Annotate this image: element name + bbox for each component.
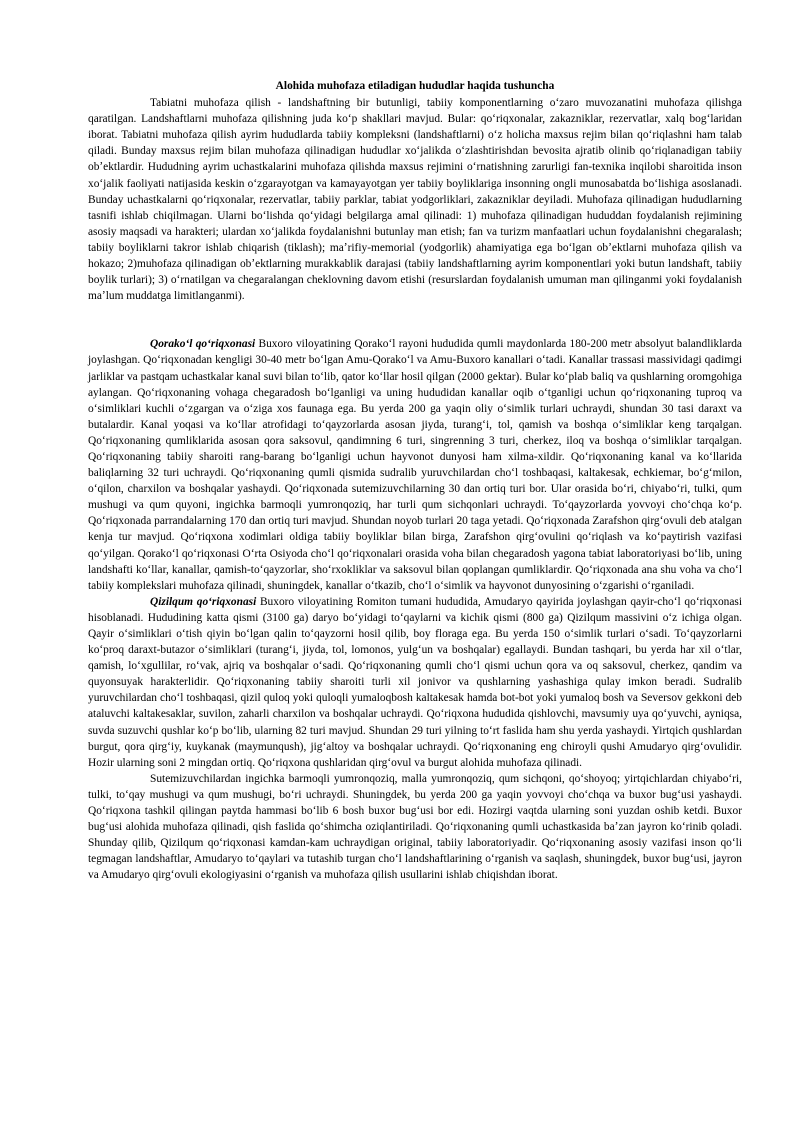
mammals-paragraph: Sutemizuvchilardan ingichka barmoqli yumronqoziq, malla yumronqoziq, qum sichqoni, qoʻshoyoq; yirtqichlardan chiyaboʻri, tulki, toʻqay mushugi va qum mushugi, boʻri uchraydi. Shuningdek, bu yerda 200 ga yaqin yovvoyi choʻchqa va buxor bugʻusi yashaydi. Qoʻriqxona tashkil qilingan paytda hammasi boʻlib 6 bosh buxor bugʻusi bor edi. Hozirgi vaqtda ularning soni yuzdan oshib ketdi. Buxor bugʻusi alohida muhofaza qilinadi, qish faslida qoʻshimcha oziqlantiriladi. Qoʻriqxonaning qumli uchastkasida baʼzan jayron koʻrinib qoladi. Shunday qilib, Qizilqum qoʻriqxonasi kamdan-kam uchraydigan original, tabiiy laboratoriyadir. Qoʻriqxonaning asosiy vazifasi inson qoʻli tegmagan landshaftlar, Amudaryo toʻqaylari va tutashib turgan choʻl landshaftlarining oʻrganish va saqlash, shuningdek, buxor bugʻusi, jayron va Amudaryo qirgʻovuli ekologiyasini oʻrganish va muhofaza qilish usullarini ishlab chiqishdan iborat. xyxy=(88,772,742,882)
qorakol-reserve-name: Qorakoʻl qoʻriqxonasi xyxy=(150,338,256,351)
qorakol-reserve-text: Buxoro viloyatining Qorakoʻl rayoni hududida qumli maydonlarda 180-200 metr absolyut balandliklarda joylashgan. Qoʻriqxonadan kengligi 30-40 metr boʻlgan Amu-Qorakoʻl va Amu-Buxoro kanallari oʻtadi. Kanallar trassasi massividagi qadimgi jarliklar va pastqam uchastkalar kanal suvi bilan toʻlib, qator koʻllar hosil qilgan (2000 gektar). Bular koʻplab baliq va qushlarning oromgohiga aylangan. Qoʻriqxonaning vohaga chegaradosh boʻlganligi va uning hududidan kanallar oqib oʻtganligi uchun qoʻriqxonaning tuproq va oʻsimliklari kuchli oʻzgargan va oʻziga xos faunaga ega. Bu yerda 200 ga yaqin oliy oʻsimlik turlari uchraydi, shundan 30 tasi daraxt va butalardir. Kanal yoqasi va koʻllar atrofidagi toʻqayzorlarda asosan jiyda, turangʻi, tol, qamish va boshqa oʻsimliklar keng tarqalgan. Qoʻriqxonaning qumliklarida asosan qora saksovul, qandimning 6 turi, singrenning 3 turi, cherkez, iloq va boshqa oʻsimliklar tarqalgan. Qoʻriqxonaning tabiiy sharoiti rang-barang boʻlganligi uchun hayvonot dunyosi ham xilma-xildir. Qoʻriqxonaning kanal va koʻllarida baliqlarning 32 turi uchraydi. Qoʻriqxonaning qumli qismida sudralib yuruvchilardan choʻl toshbaqasi, kaltakesak, echkiemar, boʻgʻmilon, oʻqilon, charxilon va boshqalar yashaydi. Qoʻriqxonada sutemizuvchilarning 30 dan ortiq turi bor. Ular orasida boʻri, chiyaboʻri, tulki, qum mushugi va qum quyoni, ingichka barmoqli yumronqoziq, har turli qum sichqonlari uchraydi. Toʻqayzorlarda yovvoyi choʻchqa koʻp. Qoʻriqxonada parrandalarning 170 dan ortiq turi mavjud. Shundan noyob turlari 20 taga yetadi. Qoʻriqxonada Zarafshon qirgʻovuli deb atalgan kenja tur mavjud. Qoʻriqxona xodimlari oldiga tabiiy boyliklar bilan birga, Zarafshon qirgʻovulini qoʻriqlash va koʻpaytirish vazifasi qoʻyilgan. Qorakoʻl qoʻriqxonasi Oʻrta Osiyoda choʻl qoʻriqxonalari orasida voha bilan chegaradosh yagona tabiat laboratoriyasi boʻlib, uning landshafti koʻllar, kanallar, qamish-toʻqayzorlar, shoʻrxokliklar va saksovul bilan qoplangan qumliklardir. Qoʻriqxonada ana shu voha va choʻl tabiiy komplekslari muhofaza qilinadi, shuningdek, kanallar oʻtkazib, choʻl oʻsimlik va hayvonot dunyosining oʻzgarishi oʻrganiladi. xyxy=(88,338,742,592)
document-title: Alohida muhofaza etiladigan hududlar haqida tushuncha xyxy=(275,80,555,92)
qizilqum-reserve-text: Buxoro viloyatining Romiton tumani hududida, Amudaryo qayirida joylashgan qayir-choʻl qoʻriqxonasi hisoblanadi. Hududining katta qismi (3100 ga) daryo boʻyidagi toʻqaylarni va kichik qismi (800 ga) Qizilqum massivini oʻz ichiga olgan. Qayir oʻsimliklari oʻtish qiyin boʻlgan qalin toʻqayzorni hosil qilib, boy floraga ega. Bu yerda 150 oʻsimlik turlari oʻsadi. Toʻqayzorlarni koʻproq daraxt-butazor oʻsimliklari (turangʻi, jiyda, tol, lomonos, yulgʻun va boshqalar) egallaydi. Bundan tashqari, bu yerda har xil oʻtlar, qamish, loʻxgullilar, roʻvak, ajriq va boshqalar oʻsadi. Qoʻriqxonaning qumli choʻl qismi uchun qora va oq saksovul, cherkez, qandim va quyonsuyak harakterlidir. Qoʻriqxonaning tabiiy sharoiti turli xil jonivor va qushlarning yashashiga qulay imkon beradi. Sudralib yuruvchilardan choʻl toshbaqasi, qizil quloq yoki quloqli yumaloqbosh kaltakesak hamda bot-bot yoki yumaloq bosh va Seversov gekkoni deb ataluvchi kaltakesaklar, suvilon, zaharli charxilon va boshqalar uchraydi. Qoʻriqxona hududida qishlovchi, mavsumiy uya qoʻyuvchi, ayniqsa, suvda suzuvchi qushlar koʻp boʻlib, ularning 82 turi mavjud. Shundan 29 turi yilning toʻrt faslida ham shu yerda yashaydi. Yirtqich qushlardan burgut, qora qirgʻiy, kuykanak (maymunqush), jigʻaltoy va boshqalar uchraydi. Qoʻriqxonaning eng chiroyli qushi Amudaryo qirgʻovulidir. Hozir ularning soni 2 mingdan ortiq. Qoʻriqxona qushlaridan qirgʻovul va burgut alohida muhofaza qilinadi. xyxy=(88,595,742,769)
section-gap xyxy=(88,304,742,336)
qizilqum-reserve-name: Qizilqum qoʻriqxonasi xyxy=(150,595,257,608)
qizilqum-paragraph xyxy=(88,594,742,771)
intro-paragraph: Tabiatni muhofaza qilish - landshaftning bir butunligi, tabiiy komponentlarning oʻzaro muvozanatini muhofaza qilishga qaratilgan. Landshaftlarni muhofaza qilishning juda koʻp shakllari mavjud. Bular: qoʻriqxonalar, zakazniklar, rezervatlar, xalq bogʻlaridan iborat. Tabiatni muhofaza qilish ayrim hududlarda tabiiy kompleksni (landshaftlarni) oʻz holicha maxsus rejim bilan qoʻriqlashni ham talab qiladi. Bunday maxsus rejim bilan muhofaza qilinadigan hududlar xoʻjalikda oʻzlashtirishdan bevosita ajratib olinib qoʻriqlanadigan tabiiy obʼektlardir. Hududning ayrim uchastkalarini muhofaza qilishda maxsus rejimini oʻrnatishning zarurligi fan-texnika inqilobi sharoitida inson xoʻjalik faoliyati natijasida keskin oʻzgarayotgan va kamayayotgan yer tabiiy boyliklariga insonning ongli munosabatda boʻlishiga asoslanadi. Bunday uchastkalarni qoʻriqxonalar, rezervatlar, tabiiy parklar, tabiat yodgorliklari, zakazniklar deyiladi. Muhofaza qilinadigan hududlarning tasnifi ishlab chiqilmagan. Ularni boʻlishda qoʻyidagi belgilarga amal qilinadi: 1) muhofaza qilinadigan hududdan foydalanish rejimining asosiy maqsadi va harakteri; ulardan xoʻjalikda foydalanishni butunlay man etish; fan va turizm manfaatlari uchun foydalanishni chegaralash; tabiiy boyliklarni takror ishlab chiqarish (tiklash); maʼrifiy-memorial (yodgorlik) ahamiyatiga ega boʻlgan obʼektlarni muhofaza qilish va hokazo; 2)muhofaza qilinadigan obʼektlarning murakkablik darajasi (tabiiy landshaftlarning ayrim komponentlari yoki butun landshaft, tabiiy boylik turlari); 3) oʻrnatilgan va chegaralangan cheklovning davom etishi (resurslardan foydalanish umuman man qilinganmi yoki foydalanish maʼlum muddatga limitlanganmi). xyxy=(88,97,742,303)
qorakol-paragraph xyxy=(88,336,742,594)
